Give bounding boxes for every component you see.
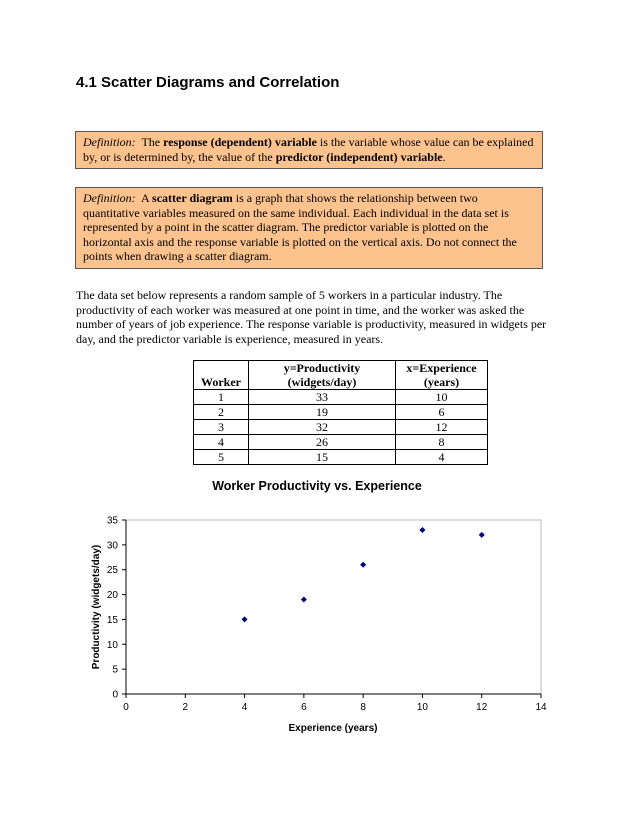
definition-label: Definition: bbox=[83, 135, 136, 149]
definition-text: The bbox=[141, 135, 161, 149]
scatter-chart bbox=[0, 470, 638, 740]
table-row bbox=[194, 450, 488, 465]
cell-productivity: 19 bbox=[249, 405, 396, 420]
y-tick-label: 5 bbox=[112, 664, 118, 676]
cell-worker: 1 bbox=[194, 390, 249, 405]
y-tick-label: 15 bbox=[106, 614, 118, 626]
definition-text: . bbox=[442, 149, 446, 164]
data-table bbox=[193, 360, 488, 465]
table-row bbox=[194, 420, 488, 435]
definition-scatter-diagram bbox=[75, 187, 543, 269]
x-tick-label: 0 bbox=[123, 702, 129, 713]
table-header-row bbox=[194, 361, 488, 390]
cell-experience: 12 bbox=[396, 420, 488, 435]
cell-productivity: 33 bbox=[249, 390, 396, 405]
y-tick-label: 10 bbox=[106, 639, 118, 651]
y-axis-label: Productivity (widgets/day) bbox=[91, 544, 102, 670]
chart-title: Worker Productivity vs. Experience bbox=[212, 479, 422, 493]
x-tick-label: 10 bbox=[416, 702, 428, 713]
data-point bbox=[479, 532, 485, 538]
data-point bbox=[419, 527, 425, 533]
cell-experience: 4 bbox=[396, 450, 488, 465]
definition-text: A bbox=[141, 191, 150, 205]
definition-text: is a graph that shows the relationship between two quantitative variables measured on the same individual. Each individual in the data set is represented by a point in the scatter diagram. The predictor variable is plotted on the horizontal axis and the response variable is plotted on the vertical axis. Do not connect the points when drawing a scatter diagram. bbox=[83, 191, 517, 264]
definition-response-variable bbox=[75, 131, 543, 169]
cell-experience: 6 bbox=[396, 405, 488, 420]
definition-text: is the variable whose value can be explained by, or is determined by, the value of the bbox=[83, 135, 534, 164]
y-tick-label: 35 bbox=[106, 515, 118, 527]
table-row bbox=[194, 405, 488, 420]
x-tick-label: 6 bbox=[301, 702, 307, 713]
x-tick-label: 12 bbox=[476, 702, 488, 713]
term-scatter-diagram: scatter diagram bbox=[152, 191, 233, 205]
term-response-variable: response (dependent) variable bbox=[163, 135, 317, 149]
x-axis-label: Experience (years) bbox=[288, 723, 378, 734]
y-tick-label: 0 bbox=[112, 689, 118, 701]
section-heading: 4.1 Scatter Diagrams and Correlation bbox=[76, 74, 340, 91]
y-tick-label: 25 bbox=[106, 565, 118, 577]
cell-experience: 10 bbox=[396, 390, 488, 405]
definition-label: Definition: bbox=[83, 191, 136, 205]
axis-ticks bbox=[107, 516, 547, 714]
x-tick-label: 4 bbox=[241, 702, 248, 713]
term-predictor-variable: predictor (independent) variable bbox=[275, 149, 443, 164]
cell-worker: 5 bbox=[194, 450, 249, 465]
y-tick-label: 30 bbox=[106, 540, 118, 552]
table-row bbox=[194, 435, 488, 450]
x-tick-label: 14 bbox=[535, 702, 547, 713]
header-experience: x=Experience (years) bbox=[396, 361, 488, 390]
cell-productivity: 26 bbox=[249, 435, 396, 450]
data-point bbox=[301, 597, 307, 603]
cell-worker: 3 bbox=[194, 420, 249, 435]
data-description-paragraph: The data set below represents a random sample of 5 workers in a particular industry. The productivity of each worker was measured at one point in time, and the worker was asked the number of years of job experience. The response variable is productivity, measured in widgets per day, and the predictor variable is experience, measured in years. bbox=[76, 288, 547, 346]
cell-productivity: 32 bbox=[249, 420, 396, 435]
cell-experience: 8 bbox=[396, 435, 488, 450]
x-tick-label: 8 bbox=[360, 702, 366, 713]
cell-worker: 4 bbox=[194, 435, 249, 450]
y-tick-label: 20 bbox=[106, 590, 118, 602]
header-worker: Worker bbox=[194, 361, 249, 390]
cell-productivity: 15 bbox=[249, 450, 396, 465]
table-row bbox=[194, 390, 488, 405]
x-tick-label: 2 bbox=[182, 702, 189, 713]
data-point bbox=[360, 562, 366, 568]
data-point bbox=[242, 616, 248, 622]
header-productivity: y=Productivity (widgets/day) bbox=[249, 361, 396, 390]
data-points bbox=[242, 527, 485, 622]
cell-worker: 2 bbox=[194, 405, 249, 420]
plot-area bbox=[126, 520, 541, 694]
